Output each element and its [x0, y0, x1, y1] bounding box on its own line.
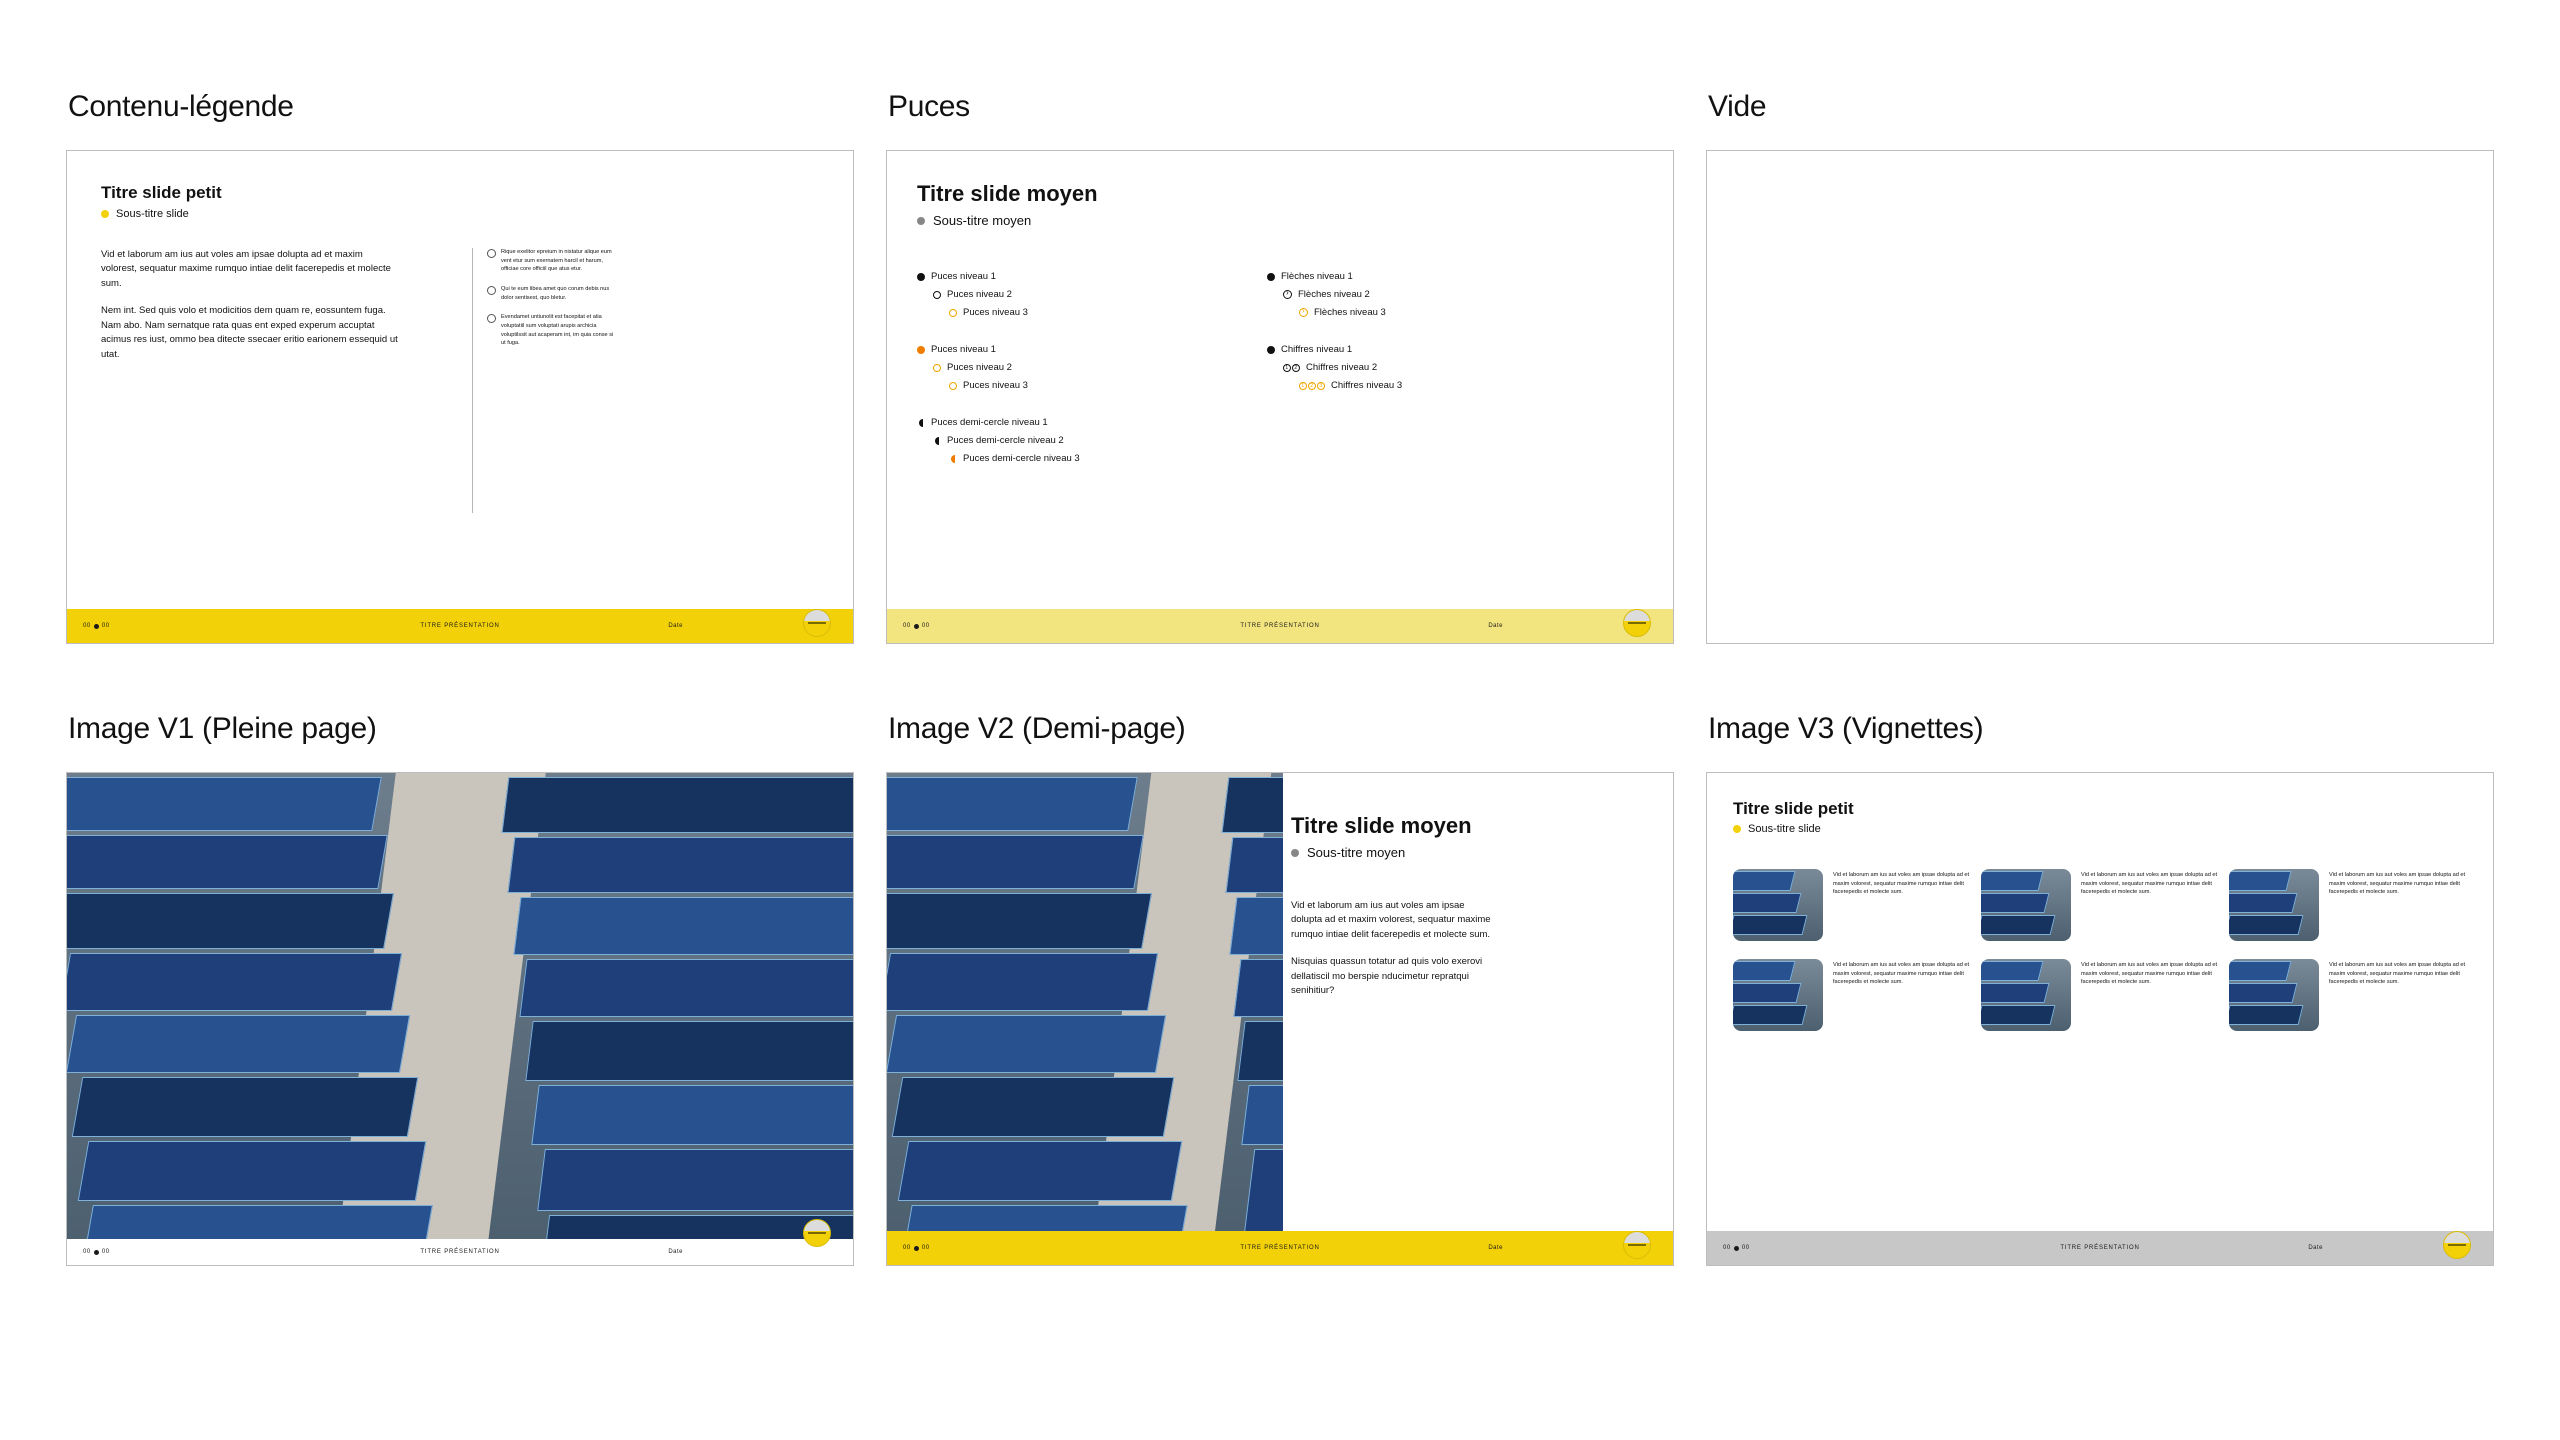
slide-contenu-legende[interactable]: [66, 150, 854, 644]
bullet-label: Puces niveau 2: [947, 362, 1012, 373]
grey-dot-icon: [917, 217, 925, 225]
cell-title-image-v1: Image V1 (Pleine page): [68, 712, 377, 745]
number-badge: 1: [1283, 364, 1291, 372]
bullet-row: [917, 453, 1237, 464]
legend-text: Rique exelitor epreium in nistatur alique eum vent etur sum exernatem harcil et harum, officiae core officiil que atus etur.: [501, 249, 612, 273]
bullet-label: Puces demi-cercle niveau 1: [931, 417, 1048, 428]
bullet-row: [917, 435, 1237, 446]
company-logo-icon: [1623, 1231, 1651, 1259]
footer-presentation-title: TITRE PRÉSENTATION: [1240, 1245, 1320, 1251]
footer-presentation-title: TITRE PRÉSENTATION: [420, 623, 500, 629]
slide-subtitle: Sous-titre moyen: [1307, 845, 1406, 860]
footer-page-suffix: 00: [101, 1249, 110, 1255]
half-circle-bullet-icon: [917, 419, 925, 427]
disc-bullet-icon: [1267, 346, 1275, 354]
bullet-column-left: [917, 271, 1237, 490]
half-circle-orange-bullet-icon: [949, 455, 957, 463]
footer-presentation-title: TITRE PRÉSENTATION: [420, 1249, 500, 1255]
cell-title-puces: Puces: [888, 90, 970, 123]
slide-subtitle-row: [1291, 845, 1405, 860]
bullet-group-chiffres: [1267, 344, 1597, 391]
slide-subtitle: Sous-titre slide: [1748, 823, 1821, 835]
slide-footer: [67, 1239, 853, 1265]
bullet-label: Puces niveau 1: [931, 344, 996, 355]
slide-subtitle: Sous-titre slide: [116, 208, 189, 220]
footer-page-value: 00: [83, 1249, 91, 1255]
bullet-label: Chiffres niveau 3: [1331, 380, 1403, 391]
circle-bullet-icon: [487, 314, 496, 323]
solar-panels-photo: [67, 773, 853, 1239]
slide-footer: [887, 609, 1673, 643]
disc-orange-bullet-icon: [917, 346, 925, 354]
thumbnail-grid: [1733, 869, 2469, 1031]
cell-title-image-v3: Image V3 (Vignettes): [1708, 712, 1984, 745]
half-circle-bullet-icon: [933, 437, 941, 445]
bullet-label: Puces niveau 1: [931, 271, 996, 282]
thumbnail-item[interactable]: [2229, 959, 2469, 1031]
arrow-orange-bullet-icon: [1299, 308, 1308, 317]
number-badge: 2: [1308, 382, 1316, 390]
slide-image-v1[interactable]: [66, 772, 854, 1266]
bullet-row: [917, 307, 1237, 318]
number-badge: 3: [1317, 382, 1325, 390]
bullet-label: Chiffres niveau 2: [1306, 362, 1378, 373]
bullet-group-puces-noires: [917, 271, 1237, 318]
body-paragraph: Nisquias quassun totatur ad quis volo exerovi dellatiscil mo berspie nducimetur repratqui senihitiur?: [1291, 956, 1483, 997]
footer-date: Date: [668, 1249, 683, 1255]
bullet-row: [1267, 289, 1597, 300]
solar-panels-thumb-image: [1981, 959, 2071, 1031]
cell-image-v1: [66, 712, 856, 1266]
thumbnail-text: Vid et laborum am ius aut voles am ipsae dolupta ad et maxim volorest, sequatur maxime rumquo intiae delit facerepedis et molecte sum.: [2081, 962, 2218, 986]
yellow-dot-icon: [1733, 825, 1741, 833]
footer-presentation-title: TITRE PRÉSENTATION: [2060, 1245, 2140, 1251]
thumbnail-text: Vid et laborum am ius aut voles am ipsae dolupta ad et maxim volorest, sequatur maxime rumquo intiae delit facerepedis et molecte sum.: [1833, 872, 1970, 896]
thumbnail-text: Vid et laborum am ius aut voles am ipsae dolupta ad et maxim volorest, sequatur maxime rumquo intiae delit facerepedis et molecte sum.: [2329, 872, 2466, 896]
bullet-label: Puces demi-cercle niveau 2: [947, 435, 1064, 446]
template-grid: [66, 90, 2496, 1266]
bullet-row: [1267, 380, 1597, 391]
footer-date: Date: [1488, 623, 1503, 629]
cell-contenu-legende: [66, 90, 856, 644]
bullet-label: Chiffres niveau 1: [1281, 344, 1353, 355]
bullet-label: Flèches niveau 3: [1314, 307, 1386, 318]
slide-image-v2[interactable]: [886, 772, 1674, 1266]
thumbnail-item[interactable]: [1733, 869, 1973, 941]
footer-dot-icon: [94, 1250, 99, 1255]
thumbnail-item[interactable]: [1981, 959, 2221, 1031]
ring-bullet-icon: [933, 291, 941, 299]
cell-puces: [886, 90, 1676, 644]
bullet-label: Puces demi-cercle niveau 3: [963, 453, 1080, 464]
solar-panels-thumb-image: [2229, 869, 2319, 941]
legend-item: [487, 285, 617, 302]
footer-dot-icon: [914, 624, 919, 629]
ring-orange-bullet-icon: [933, 364, 941, 372]
circle-bullet-icon: [487, 286, 496, 295]
grey-dot-icon: [1291, 849, 1299, 857]
footer-page-value: 00: [1723, 1245, 1731, 1251]
solar-panels-thumb-image: [1733, 959, 1823, 1031]
footer-dot-icon: [914, 1246, 919, 1251]
footer-page-suffix: 00: [921, 1245, 930, 1251]
footer-date: Date: [668, 623, 683, 629]
solar-panels-photo: [887, 773, 1283, 1231]
solar-panels-thumb-image: [2229, 959, 2319, 1031]
company-logo-icon: [2443, 1231, 2471, 1259]
slide-subtitle: Sous-titre moyen: [933, 213, 1032, 228]
bullet-row: [1267, 271, 1597, 282]
thumbnail-text: Vid et laborum am ius aut voles am ipsae dolupta ad et maxim volorest, sequatur maxime rumquo intiae delit facerepedis et molecte sum.: [2081, 872, 2218, 896]
footer-page-suffix: 00: [101, 623, 110, 629]
thumbnail-item[interactable]: [2229, 869, 2469, 941]
slide-title: Titre slide petit: [1733, 799, 1854, 818]
footer-page-suffix: 00: [921, 623, 930, 629]
legend-text: Qui te eum libea amet quo corum debis nus dolor sentisest, quo bletur.: [501, 285, 610, 301]
thumbnail-text: Vid et laborum am ius aut voles am ipsae dolupta ad et maxim volorest, sequatur maxime rumquo intiae delit facerepedis et molecte sum.: [2329, 962, 2466, 986]
slide-image-v3[interactable]: [1706, 772, 2494, 1266]
footer-page-value: 00: [903, 1245, 911, 1251]
ring-orange-bullet-icon: [949, 309, 957, 317]
yellow-dot-icon: [101, 210, 109, 218]
ring-orange-bullet-icon: [949, 382, 957, 390]
legend-item: [487, 248, 617, 274]
bullet-label: Flèches niveau 1: [1281, 271, 1353, 282]
bullet-row: [917, 344, 1237, 355]
cell-title-vide: Vide: [1708, 90, 1767, 123]
slide-vide[interactable]: [1706, 150, 2494, 644]
body-paragraph: Nem int. Sed quis volo et modicitios dem quam re, eossuntem fuga. Nam abo. Nam sernatque rata quas ent exped experum accuptat acimus res iust, ommo bea ditecte ssecaer eritio earionem essequid ut utat.: [101, 305, 398, 360]
slide-footer: [1707, 1231, 2493, 1265]
company-logo-icon: [803, 1219, 831, 1247]
body-paragraph: Vid et laborum am ius aut voles am ipsae dolupta ad et maxim volorest, sequatur maxime rumquo intiae delit facerepedis et molecte sum.: [1291, 900, 1491, 940]
body-paragraph: Vid et laborum am ius aut voles am ipsae dolupta ad et maxim volorest, sequatur maxime rumquo intiae delit facerepedis et molecte sum.: [101, 249, 391, 289]
arrow-bullet-icon: [1283, 290, 1292, 299]
footer-page-number: [83, 623, 110, 629]
footer-page-number: [903, 1245, 930, 1251]
number-badge: 1: [1299, 382, 1307, 390]
bullet-row: [917, 417, 1237, 428]
slide-title: Titre slide moyen: [917, 181, 1098, 206]
slide-subtitle-row: [1733, 823, 1821, 835]
footer-page-suffix: 00: [1741, 1245, 1750, 1251]
slide-title: Titre slide petit: [101, 183, 222, 202]
cell-image-v3: [1706, 712, 2496, 1266]
bullet-row: [1267, 362, 1597, 373]
cell-image-v2: [886, 712, 1676, 1266]
footer-page-value: 00: [83, 623, 91, 629]
footer-page-number: [903, 623, 930, 629]
bullet-row: [917, 362, 1237, 373]
solar-panels-thumb-image: [1733, 869, 1823, 941]
bullet-row: [917, 289, 1237, 300]
thumbnail-text: Vid et laborum am ius aut voles am ipsae dolupta ad et maxim volorest, sequatur maxime rumquo intiae delit facerepedis et molecte sum.: [1833, 962, 1970, 986]
footer-page-number: [1723, 1245, 1750, 1251]
bullet-row: [917, 380, 1237, 391]
slide-body: [1291, 899, 1491, 1012]
thumbnail-item[interactable]: [1733, 959, 1973, 1031]
number-badge: 2: [1292, 364, 1300, 372]
bullet-group-puces-orange: [917, 344, 1237, 391]
slide-title: Titre slide moyen: [1291, 813, 1472, 838]
thumbnail-item[interactable]: [1981, 869, 2221, 941]
bullet-label: Flèches niveau 2: [1298, 289, 1370, 300]
company-logo-icon: [1623, 609, 1651, 637]
slide-subtitle-row: [917, 213, 1031, 228]
cell-vide: [1706, 90, 2496, 644]
footer-page-number: [83, 1249, 110, 1255]
footer-date: Date: [2308, 1245, 2323, 1251]
numbered-bullet-icon: [1283, 364, 1300, 372]
bullet-group-demi-cercle: [917, 417, 1237, 464]
bullet-row: [917, 271, 1237, 282]
solar-panels-thumb-image: [1981, 869, 2071, 941]
bullet-column-right: [1267, 271, 1597, 417]
footer-page-value: 00: [903, 623, 911, 629]
slide-body: [101, 248, 401, 375]
bullet-label: Puces niveau 2: [947, 289, 1012, 300]
legend-item: [487, 313, 617, 348]
circle-bullet-icon: [487, 249, 496, 258]
legend-text: Evendamet untiunolit est facepitat et atia voluptatiil sum voluptati arupis archicia voluptilssit aut acaperam int, im quia conse si ut fuga.: [501, 314, 614, 347]
bullet-row: [1267, 344, 1597, 355]
slide-footer: [887, 1231, 1673, 1265]
footer-presentation-title: TITRE PRÉSENTATION: [1240, 623, 1320, 629]
bullet-label: Puces niveau 3: [963, 307, 1028, 318]
slide-puces[interactable]: [886, 150, 1674, 644]
bullet-label: Puces niveau 3: [963, 380, 1028, 391]
company-logo-icon: [803, 609, 831, 637]
vertical-divider: [472, 248, 473, 513]
footer-dot-icon: [1734, 1246, 1739, 1251]
slide-legend-column: [487, 248, 617, 359]
slide-footer: [67, 609, 853, 643]
footer-date: Date: [1488, 1245, 1503, 1251]
numbered-orange-bullet-icon: [1299, 382, 1325, 390]
cell-title-contenu-legende: Contenu-légende: [68, 90, 294, 123]
bullet-group-fleches: [1267, 271, 1597, 318]
bullet-row: [1267, 307, 1597, 318]
footer-dot-icon: [94, 624, 99, 629]
disc-bullet-icon: [917, 273, 925, 281]
disc-bullet-icon: [1267, 273, 1275, 281]
slide-subtitle-row: [101, 208, 189, 220]
cell-title-image-v2: Image V2 (Demi-page): [888, 712, 1186, 745]
